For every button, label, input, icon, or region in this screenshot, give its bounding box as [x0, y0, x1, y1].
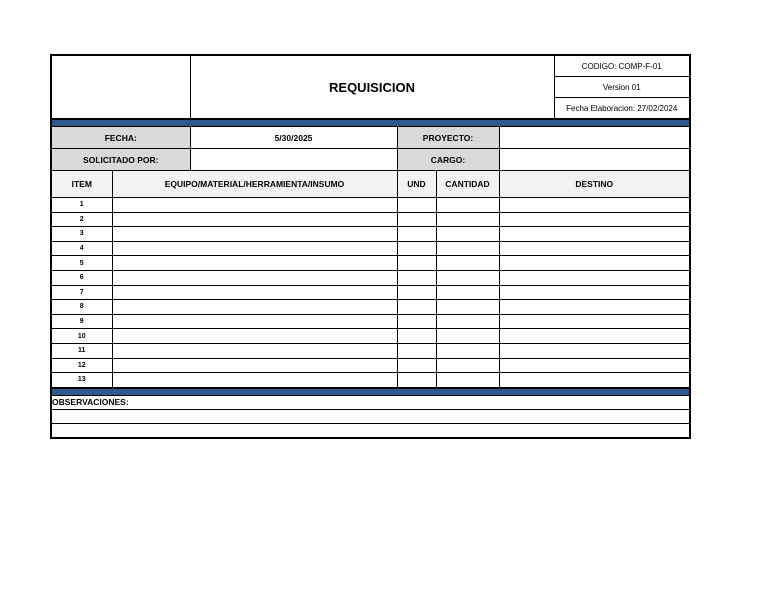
equipo-cell[interactable]: [112, 285, 397, 300]
equipo-cell[interactable]: [112, 198, 397, 213]
equipo-cell[interactable]: [112, 358, 397, 373]
cargo-label: CARGO:: [397, 149, 499, 171]
und-cell[interactable]: [397, 285, 436, 300]
table-row: [52, 198, 689, 213]
destino-cell[interactable]: [499, 343, 689, 358]
cantidad-cell[interactable]: [436, 285, 499, 300]
und-cell[interactable]: [397, 358, 436, 373]
blue-divider-bottom: [52, 388, 689, 396]
und-cell[interactable]: [397, 212, 436, 227]
version-text: Version 01: [554, 77, 689, 98]
und-cell[interactable]: [397, 373, 436, 388]
equipo-cell[interactable]: [112, 343, 397, 358]
solicitado-value[interactable]: [190, 149, 397, 171]
item-number: 6: [52, 270, 112, 285]
table-row: [52, 241, 689, 256]
table-row: [52, 329, 689, 344]
fecha-value[interactable]: 5/30/2025: [190, 127, 397, 149]
item-number: 10: [52, 329, 112, 344]
destino-cell[interactable]: [499, 358, 689, 373]
destino-cell[interactable]: [499, 212, 689, 227]
table-row: [52, 343, 689, 358]
destino-cell[interactable]: [499, 300, 689, 315]
und-cell[interactable]: [397, 300, 436, 315]
equipo-cell[interactable]: [112, 212, 397, 227]
table-row: [52, 270, 689, 285]
und-cell[interactable]: [397, 198, 436, 213]
destino-cell[interactable]: [499, 285, 689, 300]
und-cell[interactable]: [397, 343, 436, 358]
items-table: [52, 171, 689, 388]
col-und: UND: [397, 171, 436, 198]
table-row: [52, 285, 689, 300]
col-item: ITEM: [52, 171, 112, 198]
table-row: [52, 314, 689, 329]
logo-area: [52, 56, 190, 119]
equipo-cell[interactable]: [112, 329, 397, 344]
solicitado-label: SOLICITADO POR:: [52, 149, 190, 171]
cantidad-cell[interactable]: [436, 343, 499, 358]
item-number: 3: [52, 227, 112, 242]
table-row: [52, 227, 689, 242]
cantidad-cell[interactable]: [436, 256, 499, 271]
equipo-cell[interactable]: [112, 227, 397, 242]
equipo-cell[interactable]: [112, 314, 397, 329]
col-destino: DESTINO: [499, 171, 689, 198]
proyecto-value[interactable]: [499, 127, 689, 149]
destino-cell[interactable]: [499, 270, 689, 285]
item-number: 9: [52, 314, 112, 329]
item-number: 2: [52, 212, 112, 227]
items-header-row: [52, 171, 689, 198]
cantidad-cell[interactable]: [436, 227, 499, 242]
items-body: [52, 198, 689, 388]
cantidad-cell[interactable]: [436, 329, 499, 344]
equipo-cell[interactable]: [112, 373, 397, 388]
form-header: [52, 56, 689, 119]
und-cell[interactable]: [397, 227, 436, 242]
blue-divider-top: [52, 119, 689, 127]
item-number: 5: [52, 256, 112, 271]
item-number: 12: [52, 358, 112, 373]
fecha-elaboracion-text: Fecha Elaboracion: 27/02/2024: [554, 98, 689, 119]
item-number: 11: [52, 343, 112, 358]
table-row: [52, 212, 689, 227]
item-number: 1: [52, 198, 112, 213]
observaciones-line[interactable]: [52, 423, 689, 437]
cargo-value[interactable]: [499, 149, 689, 171]
requisition-form: [50, 54, 691, 439]
equipo-cell[interactable]: [112, 256, 397, 271]
item-number: 8: [52, 300, 112, 315]
und-cell[interactable]: [397, 256, 436, 271]
cantidad-cell[interactable]: [436, 241, 499, 256]
item-number: 13: [52, 373, 112, 388]
form-title: REQUISICION: [190, 56, 554, 119]
cantidad-cell[interactable]: [436, 358, 499, 373]
item-number: 7: [52, 285, 112, 300]
destino-cell[interactable]: [499, 256, 689, 271]
observaciones-section: [52, 396, 689, 437]
equipo-cell[interactable]: [112, 241, 397, 256]
fecha-label: FECHA:: [52, 127, 190, 149]
destino-cell[interactable]: [499, 314, 689, 329]
observaciones-label: OBSERVACIONES:: [52, 396, 689, 410]
und-cell[interactable]: [397, 329, 436, 344]
destino-cell[interactable]: [499, 198, 689, 213]
equipo-cell[interactable]: [112, 270, 397, 285]
und-cell[interactable]: [397, 241, 436, 256]
destino-cell[interactable]: [499, 227, 689, 242]
cantidad-cell[interactable]: [436, 198, 499, 213]
table-row: [52, 256, 689, 271]
proyecto-label: PROYECTO:: [397, 127, 499, 149]
col-cantidad: CANTIDAD: [436, 171, 499, 198]
und-cell[interactable]: [397, 270, 436, 285]
table-row: [52, 373, 689, 388]
cantidad-cell[interactable]: [436, 314, 499, 329]
cantidad-cell[interactable]: [436, 373, 499, 388]
cantidad-cell[interactable]: [436, 300, 499, 315]
codigo-text: CODIGO: COMP-F-01: [554, 56, 689, 77]
table-row: [52, 300, 689, 315]
und-cell[interactable]: [397, 314, 436, 329]
cantidad-cell[interactable]: [436, 270, 499, 285]
observaciones-line[interactable]: [52, 409, 689, 423]
destino-cell[interactable]: [499, 373, 689, 388]
table-row: [52, 358, 689, 373]
equipo-cell[interactable]: [112, 300, 397, 315]
col-equipo: EQUIPO/MATERIAL/HERRAMIENTA/INSUMO: [112, 171, 397, 198]
destino-cell[interactable]: [499, 241, 689, 256]
item-number: 4: [52, 241, 112, 256]
info-section: [52, 127, 689, 171]
destino-cell[interactable]: [499, 329, 689, 344]
cantidad-cell[interactable]: [436, 212, 499, 227]
